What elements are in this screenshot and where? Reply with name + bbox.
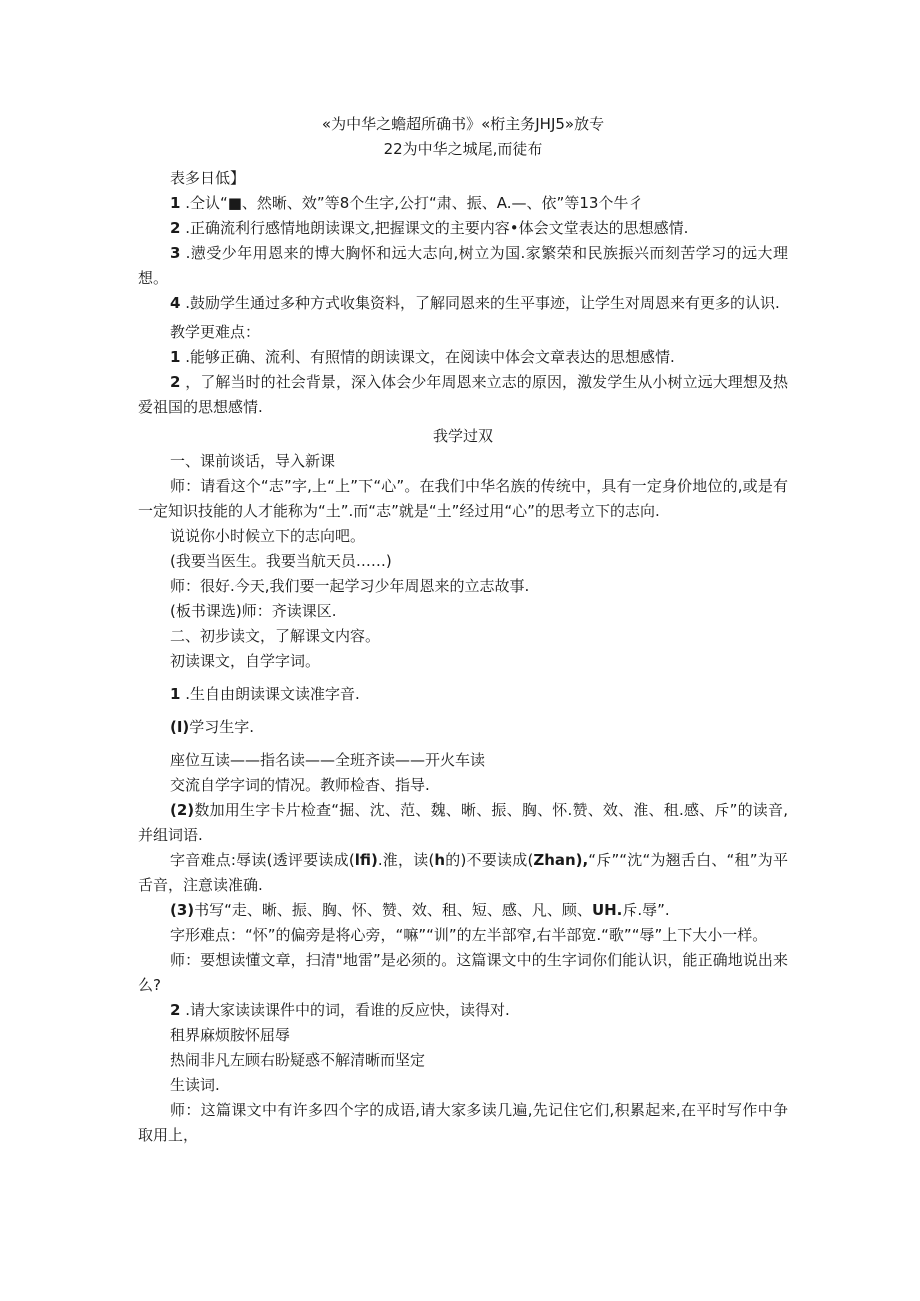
process-line: (我要当医生。我要当航天员……): [170, 552, 392, 570]
objective-number: 3: [170, 244, 181, 262]
step-number: 2: [170, 1001, 181, 1019]
process-line: 交流自学字词的情况。教师检杳、指导.: [170, 776, 430, 794]
objective-text: .仝认“■、然晰、效”等8个生字,公打“肃、振、A.—、依”等13个牛彳: [185, 194, 644, 212]
pronunciation-notes: 字音难点:辱读(透评要读成(lfi).淮，读(h的)不要读成(Zhan),“斥”“沈“为翘舌白、“租”为平舌音，注意读准确.: [138, 851, 788, 894]
step-2: [138, 998, 788, 1023]
objectives-heading: 表多日低】: [170, 169, 246, 187]
objective-item: [138, 191, 788, 216]
step-text: .生自由朗读课文读准字音.: [185, 685, 360, 703]
objective-text: .鼓励学生通过多种方式收集资料，了解同恩来的生平事迹，让学生对周恩来有更多的认识.: [185, 294, 780, 312]
process-line: 师：要想读懂文章，扫清"地雷”是必须的。这篇课文中的生字词你们能认识，能正确地说出来么?: [138, 951, 788, 994]
difficulty-text: .能够正确、流利、有照情的朗读课文，在阅读中体会文章表达的思想感情.: [185, 348, 675, 366]
sub-step-2: [138, 798, 788, 848]
sub-step-number: (3): [170, 901, 195, 919]
sub-step-number: (I): [170, 718, 190, 736]
process-line: 师：请看这个“志”字,上“上”下“心”。在我们中华名族的传统中，具有一定身价地位的,或是有一定知识技能的人才能称为“土”.而“志”就是“土”经过用“心”的思考立下的志向.: [138, 477, 788, 520]
objective-number: 4: [170, 294, 181, 312]
step-1: [138, 682, 788, 707]
sub-step-1: [138, 715, 788, 740]
difficulty-item: [138, 345, 788, 370]
objective-item: [138, 241, 788, 291]
sub-step-3: (3)书写“走、晰、振、胸、怀、赞、效、租、短、感、凡、顾、UH.斥.辱”.: [170, 901, 670, 919]
sub-step-text: 学习生字.: [189, 718, 255, 736]
process-line: 二、初步读文，了解课文内容。: [170, 627, 381, 645]
word-list: 热闹非凡左顾右盼疑惑不解清晰而坚定: [170, 1051, 426, 1069]
process-line: 说说你小时候立下的志向吧。: [170, 527, 366, 545]
difficulty-number: 1: [170, 348, 181, 366]
step-number: 1: [170, 685, 181, 703]
process-line: 座位互读——指名读——全班齐读——开火车读: [170, 751, 486, 769]
step-text: .请大家读读课件中的词，看谁的反应快，读得对.: [185, 1001, 510, 1019]
process-line: 字形难点：“怀”的偏旁是将心旁，“嘛”“训”的左半部窄,右半部宽.“歌”“辱”上下大小一样。: [170, 926, 768, 944]
objective-item: [138, 216, 788, 241]
process-line: 师：很好.今天,我们要一起学习少年周恩来的立志故事.: [170, 577, 530, 595]
process-line: (板书课选)师：齐读课区.: [170, 602, 337, 620]
lesson-plan: [138, 112, 788, 1148]
difficulty-text: ，了解当时的社会背景，深入体会少年周恩来立志的原因，激发学生从小树立远大理想及热爱祖国的思想感情.: [138, 373, 788, 416]
document-subtitle: 22为中华之城尾,而徒布: [383, 140, 543, 158]
process-line: 生读词.: [170, 1076, 220, 1094]
objective-text: .懑受少年用恩来的博大胸怀和远大志向,树立为国.家繁荣和民族振兴而刻苦学习的远大理想。: [138, 244, 788, 287]
objective-text: .正确流利行感情地朗读课文,把握课文的主要内容•体会文堂表达的思想感情.: [185, 219, 689, 237]
objective-number: 1: [170, 194, 181, 212]
word-list: 租界麻烦胺怀屈辱: [170, 1026, 291, 1044]
sub-step-number: (2): [170, 801, 195, 819]
sub-step-text: 数加用生字卡片检查“掘、沈、范、魏、晰、振、胸、怀.赞、效、淮、租.感、斥”的读音,并组词语.: [138, 801, 788, 844]
process-heading: 我学过双: [432, 427, 493, 445]
process-line: 师：这篇课文中有许多四个字的成语,请大家多读几遍,先记住它们,积累起来,在平时写作中争取用上，: [138, 1101, 788, 1144]
difficulty-number: 2: [170, 373, 181, 391]
objective-item: [138, 291, 788, 316]
process-line: 初读课文，自学字词。: [170, 652, 321, 670]
process-line: 一、课前谈话，导入新课: [170, 452, 336, 470]
difficulty-item: [138, 370, 788, 420]
difficulty-heading: 教学更难点：: [170, 323, 261, 341]
document-title: «为中华之蟾超所确书》«桁主务JHJ5»放专: [321, 115, 605, 133]
objective-number: 2: [170, 219, 181, 237]
